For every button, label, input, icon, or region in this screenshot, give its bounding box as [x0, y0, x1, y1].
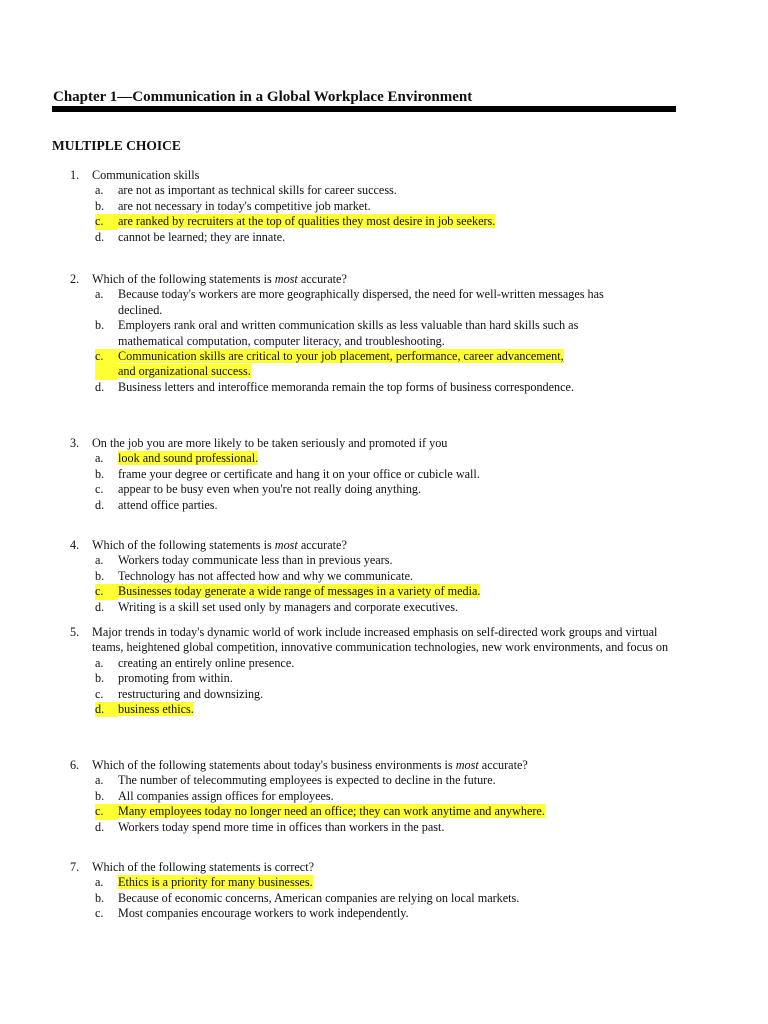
question-number: 7.	[70, 860, 80, 874]
option-c-correct: c. are ranked by recruiters at the top of qualities they most desire in job seekers.	[95, 214, 496, 229]
option-d: d. Writing is a skill set used only by managers and corporate executives.	[95, 599, 458, 614]
option-a: a. Because today's workers are more geographically dispersed, the need for well-written messages has declined.	[95, 287, 604, 317]
option-c: c. restructuring and downsizing.	[95, 686, 264, 701]
option-a: a. Workers today communicate less than in previous years.	[95, 553, 393, 568]
question-3	[70, 436, 670, 513]
question-stem: Major trends in today's dynamic world of work include increased emphasis on self-directed work groups and virtual teams, heightened global competition, innovative communication technologies, new work environments, and focus on	[92, 625, 669, 655]
question-stem: Which of the following statements is most accurate?	[92, 538, 347, 552]
question-number: 6.	[70, 758, 80, 772]
option-d-correct: d. business ethics.	[95, 702, 194, 717]
answer-highlight: Ethics is a priority for many businesses.	[118, 875, 313, 890]
answer-highlight: Communication skills are critical to your job placement, performance, career advancement, and organizational success.	[118, 349, 564, 379]
section-heading: MULTIPLE CHOICE	[52, 138, 181, 153]
option-a-correct: a. look and sound professional.	[95, 451, 259, 466]
option-a-correct: a. Ethics is a priority for many businesses.	[95, 875, 313, 890]
question-1	[70, 168, 670, 245]
answer-highlight: are ranked by recruiters at the top of qualities they most desire in job seekers.	[118, 214, 496, 229]
option-b: b. frame your degree or certificate and hang it on your office or cubicle wall.	[95, 466, 480, 481]
option-c-correct: c. Many employees today no longer need an office; they can work anytime and anywhere.	[95, 804, 545, 819]
option-c-correct: c. Communication skills are critical to your job placement, performance, career advancement, and organizational success.	[95, 349, 564, 379]
option-a: a. creating an entirely online presence.	[95, 655, 295, 670]
question-7	[70, 860, 670, 922]
answer-highlight: business ethics.	[118, 702, 194, 717]
option-a: a. The number of telecommuting employees is expected to decline in the future.	[95, 773, 496, 788]
question-number: 2.	[70, 272, 80, 286]
option-b: b. promoting from within.	[95, 671, 233, 686]
question-stem: Communication skills	[92, 168, 200, 182]
answer-highlight: look and sound professional.	[118, 451, 259, 466]
question-stem: Which of the following statements is most accurate?	[92, 272, 347, 286]
option-c: c. Most companies encourage workers to work independently.	[95, 906, 409, 921]
question-6	[70, 758, 670, 835]
question-stem: Which of the following statements is correct?	[92, 860, 315, 874]
option-b: b. Technology has not affected how and why we communicate.	[95, 568, 414, 583]
question-2	[70, 272, 670, 395]
question-4	[70, 538, 670, 615]
chapter-title: Chapter 1—Communication in a Global Workplace Environment	[53, 89, 473, 105]
option-d: d. attend office parties.	[95, 497, 218, 512]
question-number: 4.	[70, 538, 80, 552]
option-b: b. are not necessary in today's competitive job market.	[95, 198, 371, 213]
question-stem: Which of the following statements about today's business environments is most accurate?	[92, 758, 528, 772]
option-d: d. Workers today spend more time in offices than workers in the past.	[95, 819, 445, 834]
option-c: c. appear to be busy even when you're not really doing anything.	[95, 482, 422, 497]
option-d: d. cannot be learned; they are innate.	[95, 229, 286, 244]
option-b: b. Employers rank oral and written communication skills as less valuable than hard skills such as mathematical computation, computer literacy, and troubleshooting.	[95, 318, 579, 348]
option-b: b. All companies assign offices for employees.	[95, 788, 334, 803]
title-rule	[52, 106, 676, 112]
question-number: 3.	[70, 436, 80, 450]
question-number: 1.	[70, 168, 80, 182]
option-b: b. Because of economic concerns, American companies are relying on local markets.	[95, 890, 520, 905]
question-5	[70, 625, 670, 717]
option-d: d. Business letters and interoffice memoranda remain the top forms of business correspondence.	[95, 379, 574, 394]
option-a: a. are not as important as technical skills for career success.	[95, 183, 397, 198]
answer-highlight: Businesses today generate a wide range of messages in a variety of media.	[118, 584, 481, 599]
answer-highlight: Many employees today no longer need an office; they can work anytime and anywhere.	[118, 804, 545, 819]
question-number: 5.	[70, 625, 80, 639]
question-stem: On the job you are more likely to be taken seriously and promoted if you	[92, 436, 448, 450]
option-c-correct: c. Businesses today generate a wide range of messages in a variety of media.	[95, 584, 481, 599]
